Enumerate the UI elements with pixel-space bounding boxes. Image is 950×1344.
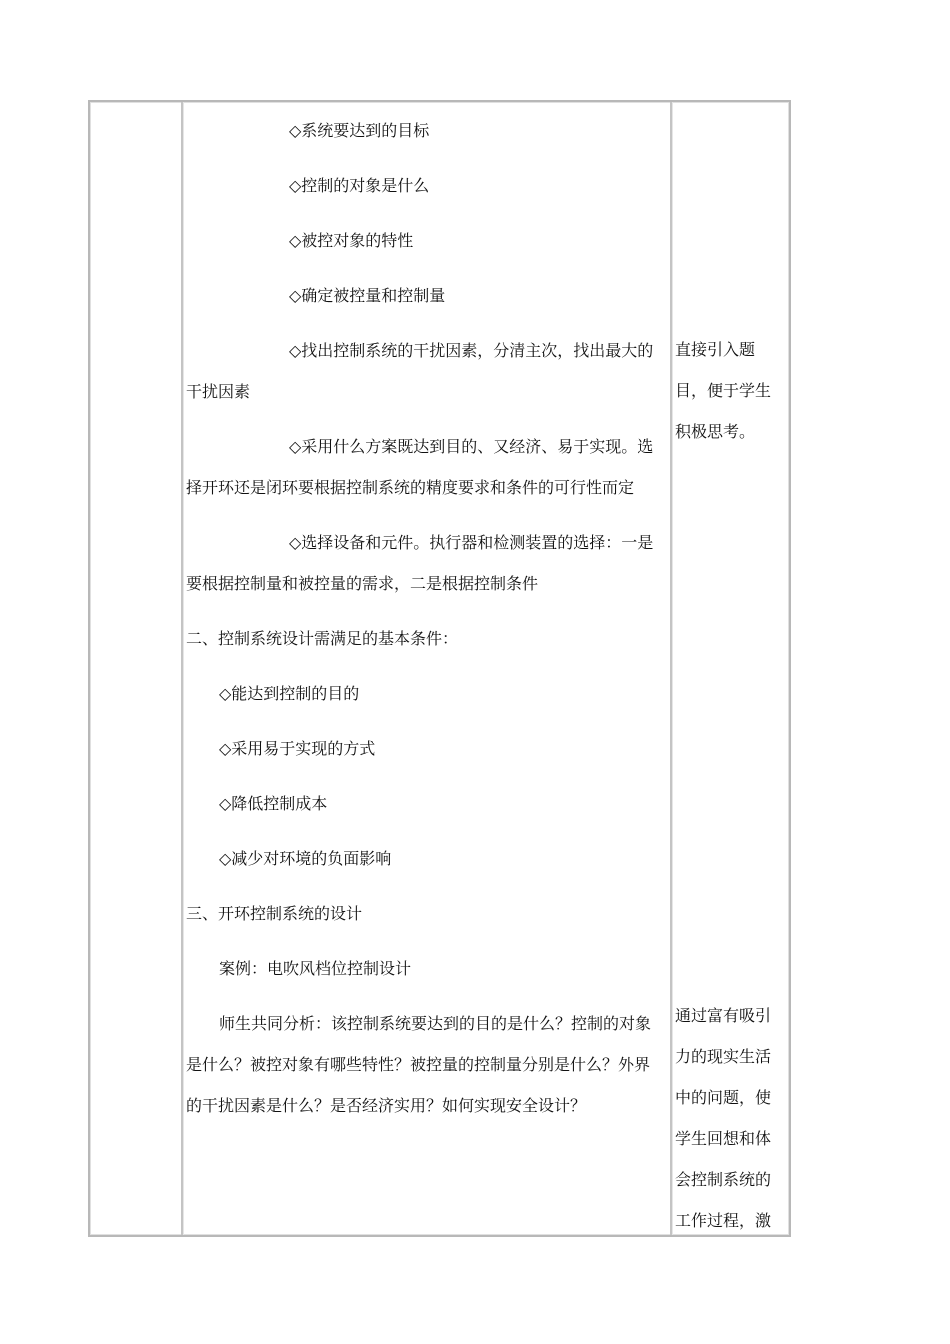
side-note-line: 目，便于学生 bbox=[675, 381, 772, 400]
analysis-line-3: 的干扰因素是什么？是否经济实用？如何实现安全设计？ bbox=[186, 1096, 587, 1115]
interference-line-1: ◇找出控制系统的干扰因素，分清主次，找出最大的 bbox=[289, 341, 654, 360]
side-note-line: 中的问题，使 bbox=[675, 1088, 772, 1107]
condition-item: ◇减少对环境的负面影响 bbox=[219, 849, 392, 868]
side-note-line: 力的现实生活 bbox=[675, 1047, 772, 1066]
analysis-line-1: 师生共同分析：该控制系统要达到的目的是什么？控制的对象 bbox=[219, 1014, 652, 1033]
equipment-line-2: 要根据控制量和被控量的需求，二是根据控制条件 bbox=[186, 574, 539, 593]
analysis-line-2: 是什么？被控对象有哪些特性？被控量的控制量分别是什么？外界 bbox=[186, 1055, 651, 1074]
case-title: 案例：电吹风档位控制设计 bbox=[219, 959, 412, 978]
section2-heading: 二、控制系统设计需满足的基本条件： bbox=[186, 629, 459, 648]
side-note-intro bbox=[675, 329, 775, 452]
goal-item: ◇系统要达到的目标 bbox=[289, 121, 430, 140]
goal-item: ◇确定被控量和控制量 bbox=[289, 286, 446, 305]
side-note-line: 学生回想和体 bbox=[675, 1129, 772, 1148]
condition-item: ◇采用易于实现的方式 bbox=[219, 739, 376, 758]
interference-line-2: 干扰因素 bbox=[186, 382, 251, 401]
condition-item: ◇降低控制成本 bbox=[219, 794, 328, 813]
scheme-line-1: ◇采用什么方案既达到目的、又经济、易于实现。选 bbox=[289, 437, 654, 456]
side-note-line: 工作过程，激 bbox=[675, 1211, 772, 1230]
side-note-line: 通过富有吸引 bbox=[675, 1006, 772, 1025]
side-note-line: 直接引入题 bbox=[675, 340, 756, 359]
condition-item: ◇能达到控制的目的 bbox=[219, 684, 360, 703]
main-content-cell bbox=[186, 110, 670, 1126]
equipment-line-1: ◇选择设备和元件。执行器和检测装置的选择：一是 bbox=[289, 533, 654, 552]
goal-item: ◇被控对象的特性 bbox=[289, 231, 414, 250]
column-divider-right bbox=[670, 102, 673, 1235]
scheme-line-2: 择开环还是闭环要根据控制系统的精度要求和条件的可行性而定 bbox=[186, 478, 635, 497]
goal-item: ◇控制的对象是什么 bbox=[289, 176, 430, 195]
column-divider-left bbox=[181, 102, 184, 1235]
side-note-line: 会控制系统的 bbox=[675, 1170, 772, 1189]
side-note-line: 积极思考。 bbox=[675, 422, 756, 441]
side-note-motivation bbox=[675, 995, 775, 1241]
section3-heading: 三、开环控制系统的设计 bbox=[186, 904, 363, 923]
